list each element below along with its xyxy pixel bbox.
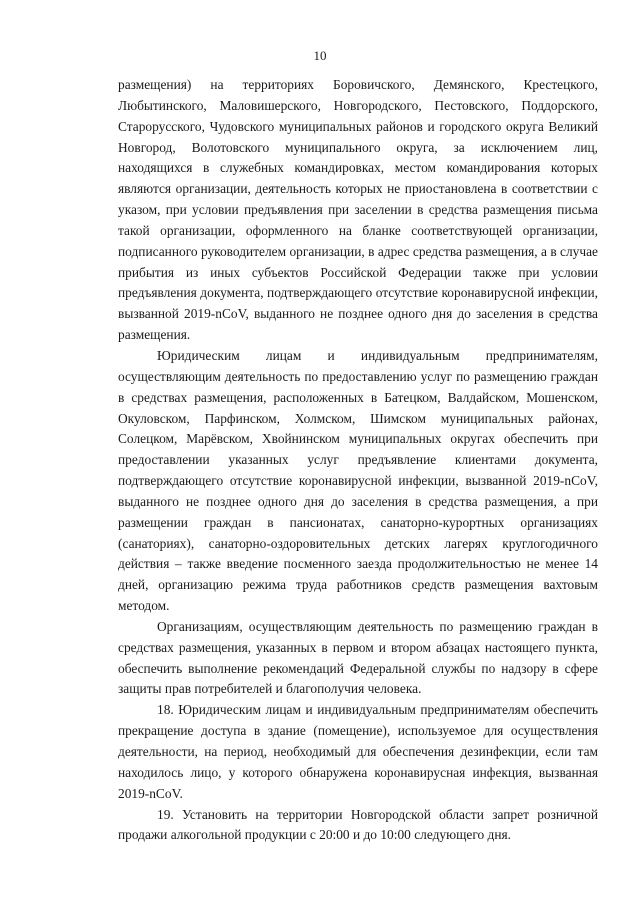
page-number: 10 bbox=[313, 48, 327, 63]
paragraph-continuation: размещения) на территориях Боровичского, Демянского, Крестецкого, Любытинского, Маловишерского, Новгородского, Пестовского, Поддорского, Старорусского, Чудовского муниципальных районов и городского округа Великий Новгород, Волотовского муниципального округа, за исключением лиц, находящихся в служебных командировках, местом командирования которых являются организации, деятельность которых не приостановлена в соответствии с указом, при условии предъявления при заселении в средства размещения письма такой организации, оформленного на бланке соответствующей организации, подписанного руководителем организации, в адрес средства размещения, а в случае прибытия из иных субъектов Российской Федерации также при условии предъявления документа, подтверждающего отсутствие коронавирусной инфекции, вызванной 2019-nCoV, выданного не позднее одного дня до заселения в средства размещения. bbox=[118, 77, 598, 343]
paragraph-organizations-recommendations: Организациям, осуществляющим деятельность по размещению граждан в средствах размещения, указанных в первом и втором абзацах настоящего пункта, обеспечить выполнение рекомендаций Федеральной службы по надзору в сфере защиты прав потребителей и благополучия человека. bbox=[118, 618, 598, 697]
paragraph-accommodation-providers: Юридическим лицам и индивидуальным предпринимателям, осуществляющим деятельность по предоставлению услуг по размещению граждан в средствах размещения, расположенных в Батецком, Валдайском, Мошенском, Окуловском, Парфинском, Холмском, Шимском муниципальных районах, Солецком, Марёвском, Хвойнинском муниципальных округах обеспечить при предоставлении указанных услуг предъявление клиентами документа, подтверждающего отсутствие коронавирусной инфекции, вызванной 2019-nCoV, выданного не позднее одного дня до заселения в средства размещения, а при размещении граждан в пансионатах, санаторно-курортных организациях (санаториях), санаторно-оздоровительных детских лагерях круглогодичного действия – также введение посменного заезда продолжительностью не менее 14 дней, организацию режима труда работников средств размещения вахтовым методом. bbox=[118, 347, 598, 614]
document-body bbox=[118, 75, 598, 846]
paragraph-item-19: 19. Установить на территории Новгородской области запрет розничной продажи алкогольной продукции с 20:00 и до 10:00 следующего дня. bbox=[118, 806, 598, 843]
paragraph-item-18: 18. Юридическим лицам и индивидуальным предпринимателям обеспечить прекращение доступа в здание (помещение), используемое для осуществления деятельности, на период, необходимый для обеспечения дезинфекции, если там находилось лицо, у которого обнаружена коронавирусная инфекция, вызванная 2019-nCoV. bbox=[118, 702, 598, 801]
